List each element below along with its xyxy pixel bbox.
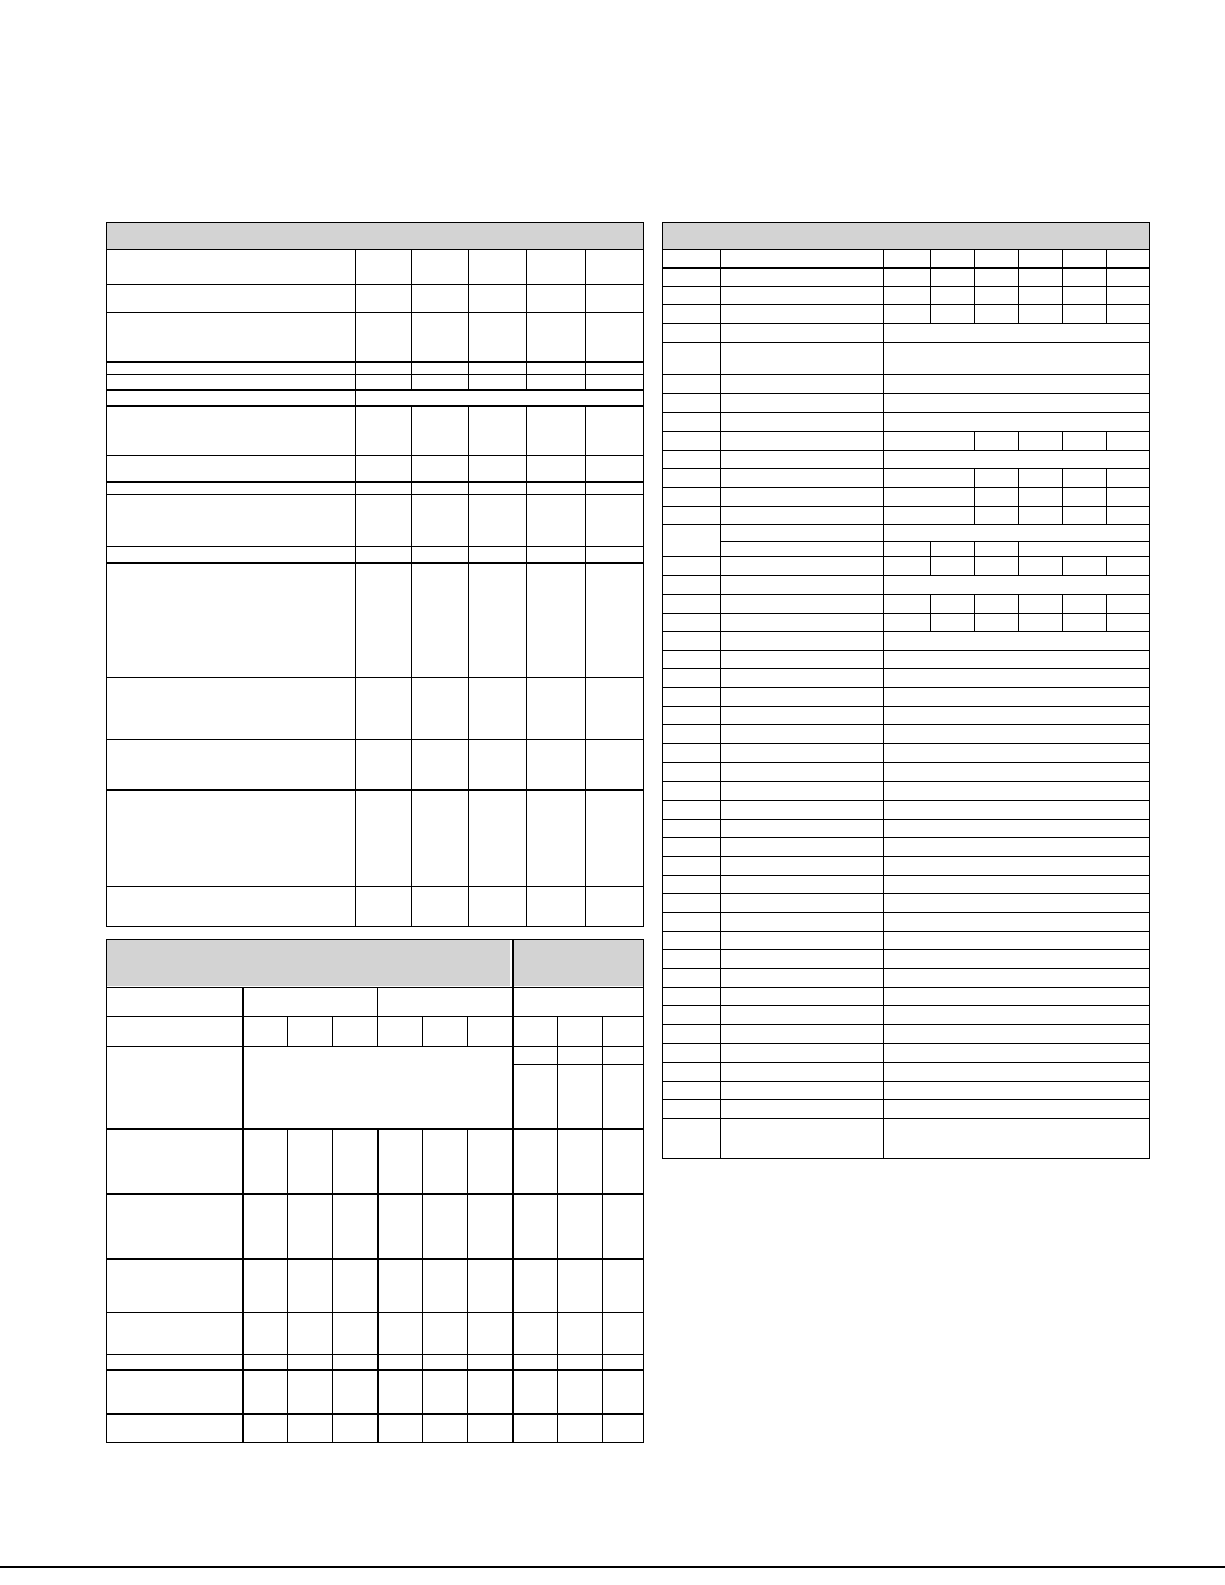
left-top-row-divider (106, 312, 644, 313)
left-bottom-sub-column (287, 1128, 288, 1443)
right-value-column (1106, 468, 1107, 524)
right-row-divider (662, 706, 1150, 707)
right-value-column (1106, 249, 1107, 323)
left-top-row-divider (106, 284, 644, 285)
right-row-divider (662, 1024, 1150, 1025)
right-value-column (930, 541, 931, 556)
left-top-column-divider (468, 405, 469, 927)
right-value-column (974, 594, 975, 631)
left-top-row-divider (106, 455, 644, 456)
right-header-band (663, 223, 1149, 250)
left-top-column-divider (355, 249, 356, 389)
left-bottom-row-divider (106, 1128, 644, 1130)
left-bottom-group-divider (512, 987, 514, 1443)
right-value-column (1106, 431, 1107, 450)
right-value-column (974, 431, 975, 450)
right-value-column (1018, 594, 1019, 631)
right-table (662, 222, 1150, 1159)
right-value-column (1018, 431, 1019, 450)
left-top-row-divider (106, 677, 644, 678)
left-bottom-table (106, 939, 644, 1443)
right-value-column (1018, 249, 1019, 323)
right-row-divider (662, 987, 1150, 988)
left-bottom-header-band-left (107, 940, 510, 986)
right-row-divider (662, 487, 1150, 488)
right-value-column (1062, 249, 1063, 323)
right-row-divider (662, 1118, 1150, 1119)
right-value-column (1062, 468, 1063, 524)
left-top-header-rule (106, 249, 644, 250)
right-row-divider (662, 323, 1150, 324)
right-row-divider (662, 374, 1150, 375)
right-row-divider (662, 286, 1150, 287)
left-top-column-divider (585, 405, 586, 927)
right-row-divider (662, 267, 1150, 269)
right-row-divider (662, 1081, 1150, 1082)
right-row-divider (662, 613, 1150, 614)
right-value-column (1062, 556, 1063, 575)
left-bottom-row-divider (106, 1413, 644, 1415)
left-top-column-divider (411, 249, 412, 389)
right-row-divider (662, 875, 1150, 876)
left-bottom-sub-column (377, 1016, 378, 1046)
right-row-divider (662, 342, 1150, 343)
right-row-divider (662, 949, 1150, 950)
left-bottom-row-divider (106, 1016, 644, 1017)
left-bottom-sub-column (332, 1016, 333, 1046)
right-row-divider (662, 724, 1150, 725)
right-row-divider (662, 556, 1150, 557)
right-value-column (974, 468, 975, 524)
right-row-divider (662, 631, 1150, 632)
left-top-row-divider (106, 389, 644, 391)
left-bottom-row-divider (106, 1354, 644, 1355)
right-value-column (930, 556, 931, 575)
left-top-row-divider (106, 374, 644, 375)
right-row-divider (662, 893, 1150, 894)
left-bottom-row-divider (106, 1369, 644, 1371)
left-top-column-divider (411, 405, 412, 927)
left-bottom-sub-column (422, 1128, 423, 1443)
left-top-row-divider (106, 562, 644, 564)
left-top-row-divider (106, 361, 644, 363)
right-row-divider (662, 762, 1150, 763)
left-top-row-divider (106, 481, 644, 483)
left-bottom-sub-column (332, 1128, 333, 1443)
right-value-column (1062, 594, 1063, 631)
right-value-column (1106, 556, 1107, 575)
right-row-divider (662, 468, 1150, 469)
left-top-row-divider (106, 886, 644, 887)
right-row-divider (662, 431, 1150, 432)
left-bottom-group-divider (377, 987, 378, 1016)
right-value-column (974, 541, 975, 556)
right-row-divider (662, 931, 1150, 932)
right-value-column (974, 249, 975, 323)
left-bottom-group-divider (242, 987, 244, 1443)
right-row-divider (662, 650, 1150, 651)
left-bottom-header-split (512, 939, 514, 987)
right-row-divider (662, 837, 1150, 838)
right-row-divider (662, 304, 1150, 305)
left-top-row-divider (106, 494, 644, 495)
left-bottom-sub-column (377, 1128, 378, 1443)
right-value-column (974, 556, 975, 575)
left-bottom-sub-column (422, 1016, 423, 1046)
right-value-column (930, 594, 931, 631)
left-top-column-divider (355, 389, 356, 405)
right-value-column (1018, 541, 1019, 556)
right-row-divider (662, 506, 1150, 507)
left-top-row-divider (106, 739, 644, 740)
footer-rule (0, 1566, 1225, 1568)
right-row-divider (662, 819, 1150, 820)
left-bottom-header-rule (106, 987, 644, 988)
right-row-divider (662, 687, 1150, 688)
left-bottom-row-divider (106, 1193, 644, 1195)
right-value-column (1018, 556, 1019, 575)
left-bottom-sub-column (287, 1016, 288, 1046)
left-top-row-divider (106, 789, 644, 791)
left-top-row-divider (106, 405, 644, 407)
left-bottom-row-divider (106, 1258, 644, 1260)
left-top-column-divider (468, 249, 469, 389)
right-row-divider (662, 450, 1150, 451)
left-top-table (106, 222, 644, 927)
right-row-divider (662, 668, 1150, 669)
left-top-column-divider (355, 405, 356, 927)
right-row-divider (662, 968, 1150, 969)
left-bottom-header-band-right (513, 940, 643, 986)
left-bottom-row-divider (512, 1064, 644, 1065)
left-bottom-row-divider (106, 1312, 644, 1313)
left-top-header-band (107, 223, 643, 250)
right-row-divider (662, 1062, 1150, 1063)
right-row-divider (662, 856, 1150, 857)
right-row-divider (662, 594, 1150, 595)
right-row-divider (662, 1043, 1150, 1044)
right-row-divider (662, 743, 1150, 744)
right-header-rule (662, 249, 1150, 250)
left-top-column-divider (585, 249, 586, 389)
right-value-column (930, 249, 931, 323)
right-col-divider (883, 249, 884, 1159)
left-top-column-divider (526, 405, 527, 927)
right-row-divider (662, 575, 1150, 576)
left-bottom-sub-column (557, 1016, 558, 1443)
right-row-divider (662, 912, 1150, 913)
right-value-column (1106, 594, 1107, 631)
left-bottom-row-divider (106, 1046, 644, 1047)
right-value-column (1062, 431, 1063, 450)
right-row-divider (662, 393, 1150, 394)
right-row-divider (662, 781, 1150, 782)
right-row-divider (662, 1005, 1150, 1006)
left-top-row-divider (106, 546, 644, 547)
right-col-divider (720, 249, 721, 1159)
left-top-column-divider (526, 249, 527, 389)
left-bottom-sub-column (467, 1128, 468, 1443)
right-row-divider (662, 412, 1150, 413)
right-row-divider (662, 800, 1150, 801)
right-row-divider (720, 541, 1150, 542)
right-row-divider (662, 1099, 1150, 1100)
left-bottom-sub-column (602, 1016, 603, 1443)
left-bottom-sub-column (467, 1016, 468, 1046)
right-row-divider (662, 524, 1150, 525)
right-value-column (1018, 468, 1019, 524)
